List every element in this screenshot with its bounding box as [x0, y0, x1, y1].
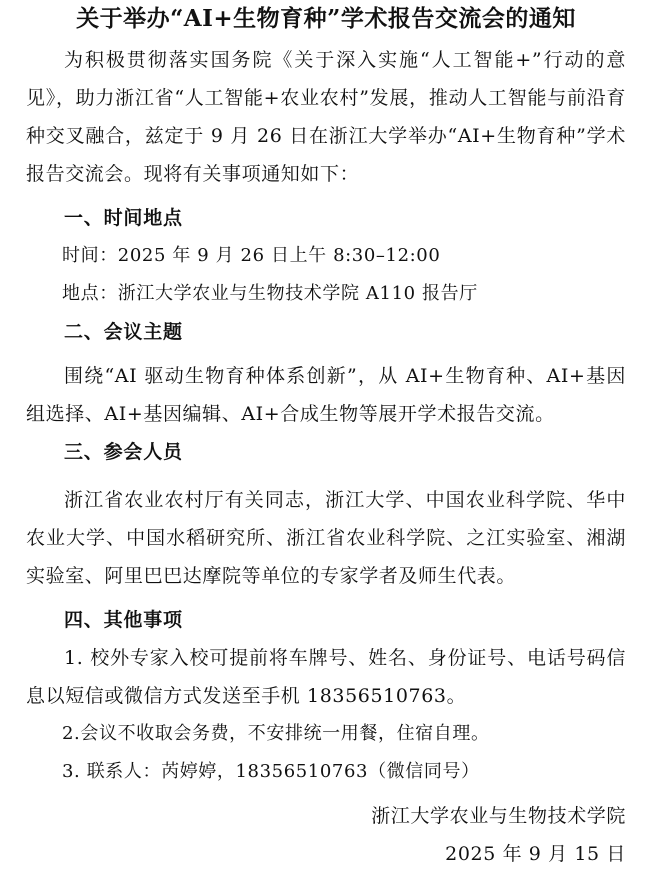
other-item-1: 1. 校外专家入校可提前将车牌号、姓名、身份证号、电话号码信息以短信或微信方式发送至手机 18356510763。 — [26, 647, 626, 707]
other-item-2: 2.会议不收取会务费，不安排统一用餐，住宿自理。 — [62, 723, 490, 744]
theme-paragraph: 围绕“AI 驱动生物育种体系创新”，从 AI+生物育种、AI+基因组选择、AI+基因编辑、AI+合成生物等展开学术报告交流。 — [26, 365, 626, 425]
location-line: 地点：浙江大学农业与生物技术学院 A110 报告厅 — [62, 283, 478, 304]
other-item-3: 3. 联系人：芮婷婷，18356510763（微信同号） — [62, 761, 480, 782]
section-heading-participants: 三、参会人员 — [64, 441, 183, 463]
intro-paragraph: 为积极贯彻落实国务院《关于深入实施“人工智能+”行动的意见》，助力浙江省“人工智能+农业农村”发展，推动人工智能与前沿育种交叉融合，兹定于 9 月 26 日在浙江大学举办“AI+生物育种”学术报告交流会。现将有关事项通知如下： — [26, 49, 626, 185]
participants-paragraph: 浙江省农业农村厅有关同志，浙江大学、中国农业科学院、华中农业大学、中国水稻研究所、浙江省农业科学院、之江实验室、湘湖实验室、阿里巴巴达摩院等单位的专家学者及师生代表。 — [26, 489, 626, 587]
issue-date: 2025 年 9 月 15 日 — [445, 843, 626, 865]
issuer-signature: 浙江大学农业与生物技术学院 — [371, 805, 626, 827]
document-title: 关于举办“AI+生物育种”学术报告交流会的通知 — [76, 5, 576, 32]
time-line: 时间：2025 年 9 月 26 日上午 8:30–12:00 — [62, 245, 441, 266]
section-heading-theme: 二、会议主题 — [64, 321, 183, 343]
section-heading-other: 四、其他事项 — [64, 609, 183, 631]
section-heading-time-location: 一、时间地点 — [64, 207, 183, 229]
